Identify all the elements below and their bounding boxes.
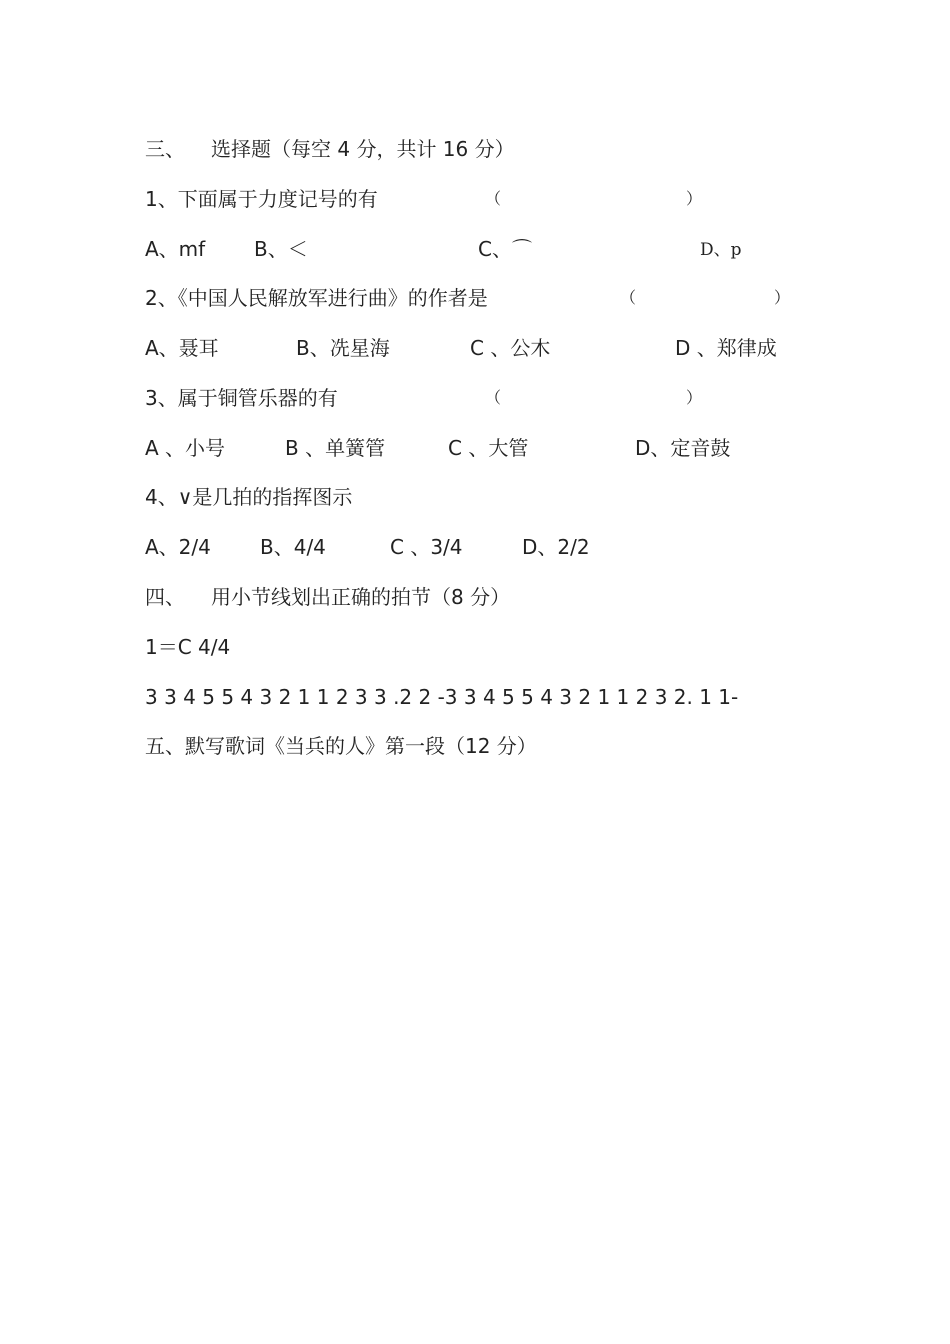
question-3-option-d: D、定音鼓 xyxy=(635,436,731,460)
question-3-stem: 3、属于铜管乐器的有 xyxy=(145,386,338,410)
question-2-option-c: C 、公木 xyxy=(470,336,551,360)
question-2-paren-close: ） xyxy=(774,288,791,307)
section-5-title: 五、默写歌词《当兵的人》第一段（12 分） xyxy=(145,734,537,758)
question-1-option-c: C、⌒ xyxy=(478,237,532,261)
question-3-option-b: B 、单簧管 xyxy=(285,436,386,460)
question-4-stem: 4、∨是几拍的指挥图示 xyxy=(145,485,353,509)
question-4-option-a: A、2/4 xyxy=(145,535,211,559)
question-2-option-b: B、冼星海 xyxy=(296,336,390,360)
section-4-number: 四、 xyxy=(145,585,185,609)
question-3-paren-open: （ xyxy=(485,388,502,407)
question-1-paren-close: ） xyxy=(686,189,703,208)
question-1-option-d: D、p xyxy=(700,240,742,260)
question-2-option-a: A、聂耳 xyxy=(145,336,219,360)
question-3-option-c: C 、大管 xyxy=(448,436,529,460)
numbered-notation: 3 3 4 5 5 4 3 2 1 1 2 3 3 .2 2 -3 3 4 5 5 4 3 2 1 1 2 3 2. 1 1- xyxy=(145,685,739,709)
question-2-paren-open: （ xyxy=(620,288,637,307)
question-4-option-c: C 、3/4 xyxy=(390,535,463,559)
section-4-title: 用小节线划出正确的拍节（8 分） xyxy=(211,585,511,609)
question-4-option-b: B、4/4 xyxy=(260,535,326,559)
question-2-stem: 2、《中国人民解放军进行曲》的作者是 xyxy=(145,286,488,310)
question-2-option-d: D 、郑律成 xyxy=(675,336,777,360)
question-4-option-d: D、2/2 xyxy=(522,535,590,559)
question-1-paren-open: （ xyxy=(485,189,502,208)
question-3-paren-close: ） xyxy=(686,388,703,407)
key-signature: 1＝C 4/4 xyxy=(145,635,231,659)
section-3-number: 三、 xyxy=(145,137,185,161)
question-1-option-b: B、＜ xyxy=(254,237,308,261)
question-3-option-a: A 、小号 xyxy=(145,436,226,460)
question-1-stem: 1、下面属于力度记号的有 xyxy=(145,187,378,211)
section-3-title: 选择题（每空 4 分，共计 16 分） xyxy=(211,137,515,161)
question-1-option-a: A、mf xyxy=(145,237,206,261)
